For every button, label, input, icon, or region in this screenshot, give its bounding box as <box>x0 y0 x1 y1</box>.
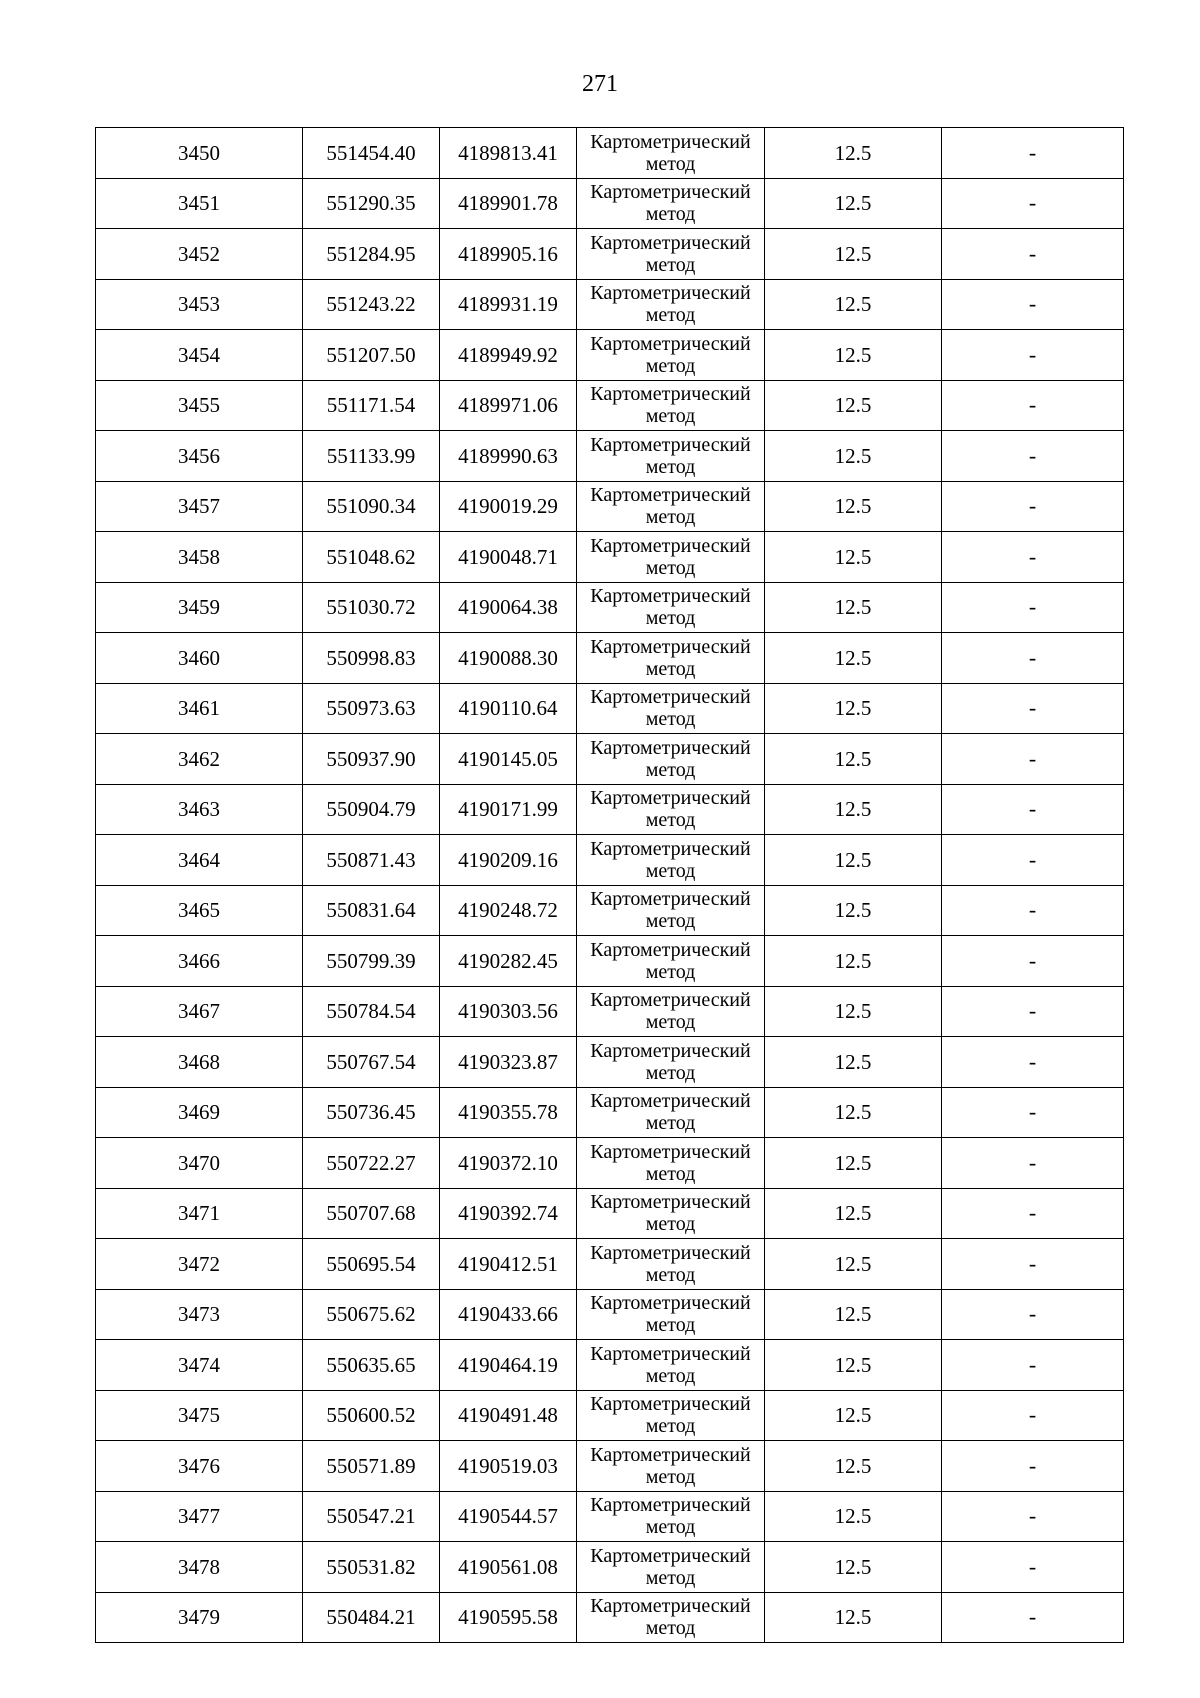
method-cell <box>577 582 765 633</box>
point-number-cell: 3470 <box>96 1138 303 1189</box>
note-cell: - <box>942 1592 1124 1643</box>
method-cell <box>577 1441 765 1492</box>
method-cell <box>577 279 765 330</box>
note-cell: - <box>942 128 1124 179</box>
method-line-1: Картометрический <box>590 837 751 860</box>
table-row <box>96 582 1124 633</box>
y-coordinate-cell: 4190544.57 <box>440 1491 577 1542</box>
point-number-cell: 3474 <box>96 1340 303 1391</box>
y-coordinate-cell: 4190355.78 <box>440 1087 577 1138</box>
point-number-cell: 3454 <box>96 330 303 381</box>
y-coordinate-cell: 4190209.16 <box>440 835 577 886</box>
y-coordinate-cell: 4190088.30 <box>440 633 577 684</box>
table-row <box>96 1390 1124 1441</box>
note-cell: - <box>942 1087 1124 1138</box>
x-coordinate-cell: 551454.40 <box>303 128 440 179</box>
table-row <box>96 279 1124 330</box>
table-row <box>96 986 1124 1037</box>
point-number-cell: 3467 <box>96 986 303 1037</box>
y-coordinate-cell: 4190323.87 <box>440 1037 577 1088</box>
table-row <box>96 835 1124 886</box>
point-number-cell: 3453 <box>96 279 303 330</box>
y-coordinate-cell: 4190433.66 <box>440 1289 577 1340</box>
y-coordinate-cell: 4190048.71 <box>440 532 577 583</box>
accuracy-cell: 12.5 <box>765 532 942 583</box>
y-coordinate-cell: 4190561.08 <box>440 1542 577 1593</box>
y-coordinate-cell: 4190110.64 <box>440 683 577 734</box>
method-line-2: метод <box>645 1061 696 1084</box>
method-line-2: метод <box>645 809 696 832</box>
x-coordinate-cell: 550998.83 <box>303 633 440 684</box>
x-coordinate-cell: 550675.62 <box>303 1289 440 1340</box>
method-cell <box>577 835 765 886</box>
note-cell: - <box>942 784 1124 835</box>
accuracy-cell: 12.5 <box>765 431 942 482</box>
x-coordinate-cell: 550831.64 <box>303 885 440 936</box>
point-number-cell: 3458 <box>96 532 303 583</box>
table-row <box>96 1491 1124 1542</box>
y-coordinate-cell: 4189931.19 <box>440 279 577 330</box>
method-cell <box>577 1340 765 1391</box>
accuracy-cell: 12.5 <box>765 380 942 431</box>
method-cell <box>577 380 765 431</box>
table-row <box>96 229 1124 280</box>
y-coordinate-cell: 4190392.74 <box>440 1188 577 1239</box>
x-coordinate-cell: 550722.27 <box>303 1138 440 1189</box>
method-line-1: Картометрический <box>590 231 751 254</box>
note-cell: - <box>942 1491 1124 1542</box>
method-line-2: метод <box>645 1415 696 1438</box>
point-number-cell: 3473 <box>96 1289 303 1340</box>
note-cell: - <box>942 1289 1124 1340</box>
method-line-2: метод <box>645 758 696 781</box>
x-coordinate-cell: 550571.89 <box>303 1441 440 1492</box>
method-cell <box>577 229 765 280</box>
y-coordinate-cell: 4190171.99 <box>440 784 577 835</box>
note-cell: - <box>942 1390 1124 1441</box>
point-number-cell: 3464 <box>96 835 303 886</box>
accuracy-cell: 12.5 <box>765 1138 942 1189</box>
method-line-2: метод <box>645 1263 696 1286</box>
accuracy-cell: 12.5 <box>765 885 942 936</box>
note-cell: - <box>942 633 1124 684</box>
x-coordinate-cell: 550767.54 <box>303 1037 440 1088</box>
x-coordinate-cell: 551243.22 <box>303 279 440 330</box>
x-coordinate-cell: 550904.79 <box>303 784 440 835</box>
method-cell <box>577 1037 765 1088</box>
x-coordinate-cell: 550784.54 <box>303 986 440 1037</box>
method-cell <box>577 431 765 482</box>
method-line-1: Картометрический <box>590 534 751 557</box>
method-line-1: Картометрический <box>590 332 751 355</box>
table-row <box>96 1239 1124 1290</box>
y-coordinate-cell: 4190372.10 <box>440 1138 577 1189</box>
point-number-cell: 3451 <box>96 178 303 229</box>
method-cell <box>577 178 765 229</box>
table-row <box>96 431 1124 482</box>
point-number-cell: 3456 <box>96 431 303 482</box>
method-line-1: Картометрический <box>590 1241 751 1264</box>
method-line-2: метод <box>645 859 696 882</box>
note-cell: - <box>942 1138 1124 1189</box>
note-cell: - <box>942 683 1124 734</box>
table-row <box>96 1188 1124 1239</box>
method-line-1: Картометрический <box>590 1443 751 1466</box>
table-row <box>96 1542 1124 1593</box>
point-number-cell: 3462 <box>96 734 303 785</box>
method-line-2: метод <box>645 1364 696 1387</box>
accuracy-cell: 12.5 <box>765 936 942 987</box>
accuracy-cell: 12.5 <box>765 1188 942 1239</box>
method-line-1: Картометрический <box>590 736 751 759</box>
method-cell <box>577 1188 765 1239</box>
note-cell: - <box>942 330 1124 381</box>
point-number-cell: 3452 <box>96 229 303 280</box>
accuracy-cell: 12.5 <box>765 633 942 684</box>
method-cell <box>577 936 765 987</box>
method-cell <box>577 128 765 179</box>
point-number-cell: 3461 <box>96 683 303 734</box>
y-coordinate-cell: 4190019.29 <box>440 481 577 532</box>
table-row <box>96 1087 1124 1138</box>
method-line-2: метод <box>645 506 696 529</box>
table-row <box>96 784 1124 835</box>
method-line-1: Картометрический <box>590 383 751 406</box>
x-coordinate-cell: 551171.54 <box>303 380 440 431</box>
note-cell: - <box>942 178 1124 229</box>
accuracy-cell: 12.5 <box>765 835 942 886</box>
point-number-cell: 3465 <box>96 885 303 936</box>
table-row <box>96 885 1124 936</box>
method-cell <box>577 481 765 532</box>
x-coordinate-cell: 550531.82 <box>303 1542 440 1593</box>
note-cell: - <box>942 1239 1124 1290</box>
accuracy-cell: 12.5 <box>765 1037 942 1088</box>
accuracy-cell: 12.5 <box>765 330 942 381</box>
method-line-2: метод <box>645 607 696 630</box>
point-number-cell: 3450 <box>96 128 303 179</box>
method-line-2: метод <box>645 304 696 327</box>
note-cell: - <box>942 1441 1124 1492</box>
table-row <box>96 1289 1124 1340</box>
note-cell: - <box>942 835 1124 886</box>
method-line-1: Картометрический <box>590 787 751 810</box>
accuracy-cell: 12.5 <box>765 1390 942 1441</box>
accuracy-cell: 12.5 <box>765 1087 942 1138</box>
note-cell: - <box>942 734 1124 785</box>
x-coordinate-cell: 550736.45 <box>303 1087 440 1138</box>
y-coordinate-cell: 4190412.51 <box>440 1239 577 1290</box>
method-cell <box>577 1542 765 1593</box>
note-cell: - <box>942 582 1124 633</box>
method-line-1: Картометрический <box>590 1544 751 1567</box>
method-line-2: метод <box>645 1162 696 1185</box>
method-line-2: метод <box>645 203 696 226</box>
method-line-1: Картометрический <box>590 282 751 305</box>
method-line-1: Картометрический <box>590 1494 751 1517</box>
x-coordinate-cell: 550547.21 <box>303 1491 440 1542</box>
y-coordinate-cell: 4190303.56 <box>440 986 577 1037</box>
accuracy-cell: 12.5 <box>765 784 942 835</box>
y-coordinate-cell: 4190519.03 <box>440 1441 577 1492</box>
method-line-2: метод <box>645 354 696 377</box>
point-number-cell: 3460 <box>96 633 303 684</box>
x-coordinate-cell: 550937.90 <box>303 734 440 785</box>
note-cell: - <box>942 431 1124 482</box>
method-line-1: Картометрический <box>590 585 751 608</box>
method-line-2: метод <box>645 1516 696 1539</box>
accuracy-cell: 12.5 <box>765 1592 942 1643</box>
table-row <box>96 1340 1124 1391</box>
table-row <box>96 178 1124 229</box>
y-coordinate-cell: 4190282.45 <box>440 936 577 987</box>
table-row <box>96 532 1124 583</box>
method-line-2: метод <box>645 1566 696 1589</box>
y-coordinate-cell: 4190595.58 <box>440 1592 577 1643</box>
point-number-cell: 3477 <box>96 1491 303 1542</box>
table-row <box>96 633 1124 684</box>
table-row <box>96 936 1124 987</box>
note-cell: - <box>942 885 1124 936</box>
point-number-cell: 3455 <box>96 380 303 431</box>
x-coordinate-cell: 550635.65 <box>303 1340 440 1391</box>
point-number-cell: 3471 <box>96 1188 303 1239</box>
x-coordinate-cell: 550600.52 <box>303 1390 440 1441</box>
note-cell: - <box>942 481 1124 532</box>
coordinates-table <box>95 127 1124 1643</box>
x-coordinate-cell: 550695.54 <box>303 1239 440 1290</box>
page-number: 271 <box>582 71 618 97</box>
y-coordinate-cell: 4190064.38 <box>440 582 577 633</box>
table-row <box>96 330 1124 381</box>
method-cell <box>577 1087 765 1138</box>
method-line-1: Картометрический <box>590 1595 751 1618</box>
y-coordinate-cell: 4190145.05 <box>440 734 577 785</box>
point-number-cell: 3469 <box>96 1087 303 1138</box>
point-number-cell: 3472 <box>96 1239 303 1290</box>
method-line-1: Картометрический <box>590 1039 751 1062</box>
method-line-2: метод <box>645 455 696 478</box>
x-coordinate-cell: 550871.43 <box>303 835 440 886</box>
method-cell <box>577 1592 765 1643</box>
method-cell <box>577 1491 765 1542</box>
x-coordinate-cell: 551030.72 <box>303 582 440 633</box>
method-cell <box>577 532 765 583</box>
y-coordinate-cell: 4189813.41 <box>440 128 577 179</box>
accuracy-cell: 12.5 <box>765 481 942 532</box>
accuracy-cell: 12.5 <box>765 734 942 785</box>
note-cell: - <box>942 380 1124 431</box>
method-line-2: метод <box>645 910 696 933</box>
method-line-2: метод <box>645 1213 696 1236</box>
method-line-2: метод <box>645 1011 696 1034</box>
point-number-cell: 3468 <box>96 1037 303 1088</box>
point-number-cell: 3479 <box>96 1592 303 1643</box>
note-cell: - <box>942 1542 1124 1593</box>
point-number-cell: 3478 <box>96 1542 303 1593</box>
method-line-2: метод <box>645 1112 696 1135</box>
table-row <box>96 1037 1124 1088</box>
y-coordinate-cell: 4189990.63 <box>440 431 577 482</box>
coordinates-table-body <box>96 128 1124 1643</box>
y-coordinate-cell: 4189949.92 <box>440 330 577 381</box>
method-cell <box>577 1138 765 1189</box>
method-line-2: метод <box>645 960 696 983</box>
method-line-1: Картометрический <box>590 888 751 911</box>
method-line-1: Картометрический <box>590 181 751 204</box>
method-line-1: Картометрический <box>590 989 751 1012</box>
accuracy-cell: 12.5 <box>765 1340 942 1391</box>
x-coordinate-cell: 551284.95 <box>303 229 440 280</box>
note-cell: - <box>942 936 1124 987</box>
method-line-2: метод <box>645 1314 696 1337</box>
accuracy-cell: 12.5 <box>765 128 942 179</box>
method-line-2: метод <box>645 253 696 276</box>
method-line-2: метод <box>645 152 696 175</box>
point-number-cell: 3463 <box>96 784 303 835</box>
method-line-1: Картометрический <box>590 433 751 456</box>
method-line-1: Картометрический <box>590 1191 751 1214</box>
method-line-1: Картометрический <box>590 1393 751 1416</box>
table-row <box>96 1138 1124 1189</box>
method-line-1: Картометрический <box>590 1342 751 1365</box>
table-row <box>96 734 1124 785</box>
method-line-2: метод <box>645 1465 696 1488</box>
note-cell: - <box>942 1037 1124 1088</box>
note-cell: - <box>942 1188 1124 1239</box>
x-coordinate-cell: 551133.99 <box>303 431 440 482</box>
table-row <box>96 1441 1124 1492</box>
x-coordinate-cell: 550799.39 <box>303 936 440 987</box>
y-coordinate-cell: 4189905.16 <box>440 229 577 280</box>
note-cell: - <box>942 229 1124 280</box>
accuracy-cell: 12.5 <box>765 683 942 734</box>
method-cell <box>577 1289 765 1340</box>
x-coordinate-cell: 551290.35 <box>303 178 440 229</box>
x-coordinate-cell: 551207.50 <box>303 330 440 381</box>
table-row <box>96 683 1124 734</box>
method-line-1: Картометрический <box>590 1140 751 1163</box>
y-coordinate-cell: 4190491.48 <box>440 1390 577 1441</box>
method-cell <box>577 330 765 381</box>
method-cell <box>577 1390 765 1441</box>
accuracy-cell: 12.5 <box>765 229 942 280</box>
method-cell <box>577 683 765 734</box>
method-line-1: Картометрический <box>590 1090 751 1113</box>
point-number-cell: 3466 <box>96 936 303 987</box>
note-cell: - <box>942 1340 1124 1391</box>
method-line-1: Картометрический <box>590 484 751 507</box>
method-line-1: Картометрический <box>590 938 751 961</box>
method-line-1: Картометрический <box>590 686 751 709</box>
accuracy-cell: 12.5 <box>765 1289 942 1340</box>
accuracy-cell: 12.5 <box>765 178 942 229</box>
method-line-2: метод <box>645 405 696 428</box>
y-coordinate-cell: 4189971.06 <box>440 380 577 431</box>
accuracy-cell: 12.5 <box>765 279 942 330</box>
accuracy-cell: 12.5 <box>765 582 942 633</box>
point-number-cell: 3457 <box>96 481 303 532</box>
method-line-2: метод <box>645 1617 696 1640</box>
method-line-2: метод <box>645 556 696 579</box>
method-cell <box>577 885 765 936</box>
method-cell <box>577 633 765 684</box>
x-coordinate-cell: 551090.34 <box>303 481 440 532</box>
note-cell: - <box>942 279 1124 330</box>
table-row <box>96 1592 1124 1643</box>
accuracy-cell: 12.5 <box>765 1441 942 1492</box>
method-cell <box>577 1239 765 1290</box>
method-line-2: метод <box>645 708 696 731</box>
point-number-cell: 3459 <box>96 582 303 633</box>
note-cell: - <box>942 532 1124 583</box>
x-coordinate-cell: 550484.21 <box>303 1592 440 1643</box>
x-coordinate-cell: 551048.62 <box>303 532 440 583</box>
accuracy-cell: 12.5 <box>765 1491 942 1542</box>
method-line-1: Картометрический <box>590 130 751 153</box>
method-cell <box>577 734 765 785</box>
y-coordinate-cell: 4190464.19 <box>440 1340 577 1391</box>
note-cell: - <box>942 986 1124 1037</box>
method-cell <box>577 784 765 835</box>
accuracy-cell: 12.5 <box>765 986 942 1037</box>
method-line-1: Картометрический <box>590 635 751 658</box>
table-row <box>96 481 1124 532</box>
method-cell <box>577 986 765 1037</box>
point-number-cell: 3476 <box>96 1441 303 1492</box>
x-coordinate-cell: 550973.63 <box>303 683 440 734</box>
x-coordinate-cell: 550707.68 <box>303 1188 440 1239</box>
point-number-cell: 3475 <box>96 1390 303 1441</box>
y-coordinate-cell: 4190248.72 <box>440 885 577 936</box>
table-row <box>96 128 1124 179</box>
accuracy-cell: 12.5 <box>765 1542 942 1593</box>
method-line-1: Картометрический <box>590 1292 751 1315</box>
accuracy-cell: 12.5 <box>765 1239 942 1290</box>
y-coordinate-cell: 4189901.78 <box>440 178 577 229</box>
method-line-2: метод <box>645 657 696 680</box>
table-row <box>96 380 1124 431</box>
